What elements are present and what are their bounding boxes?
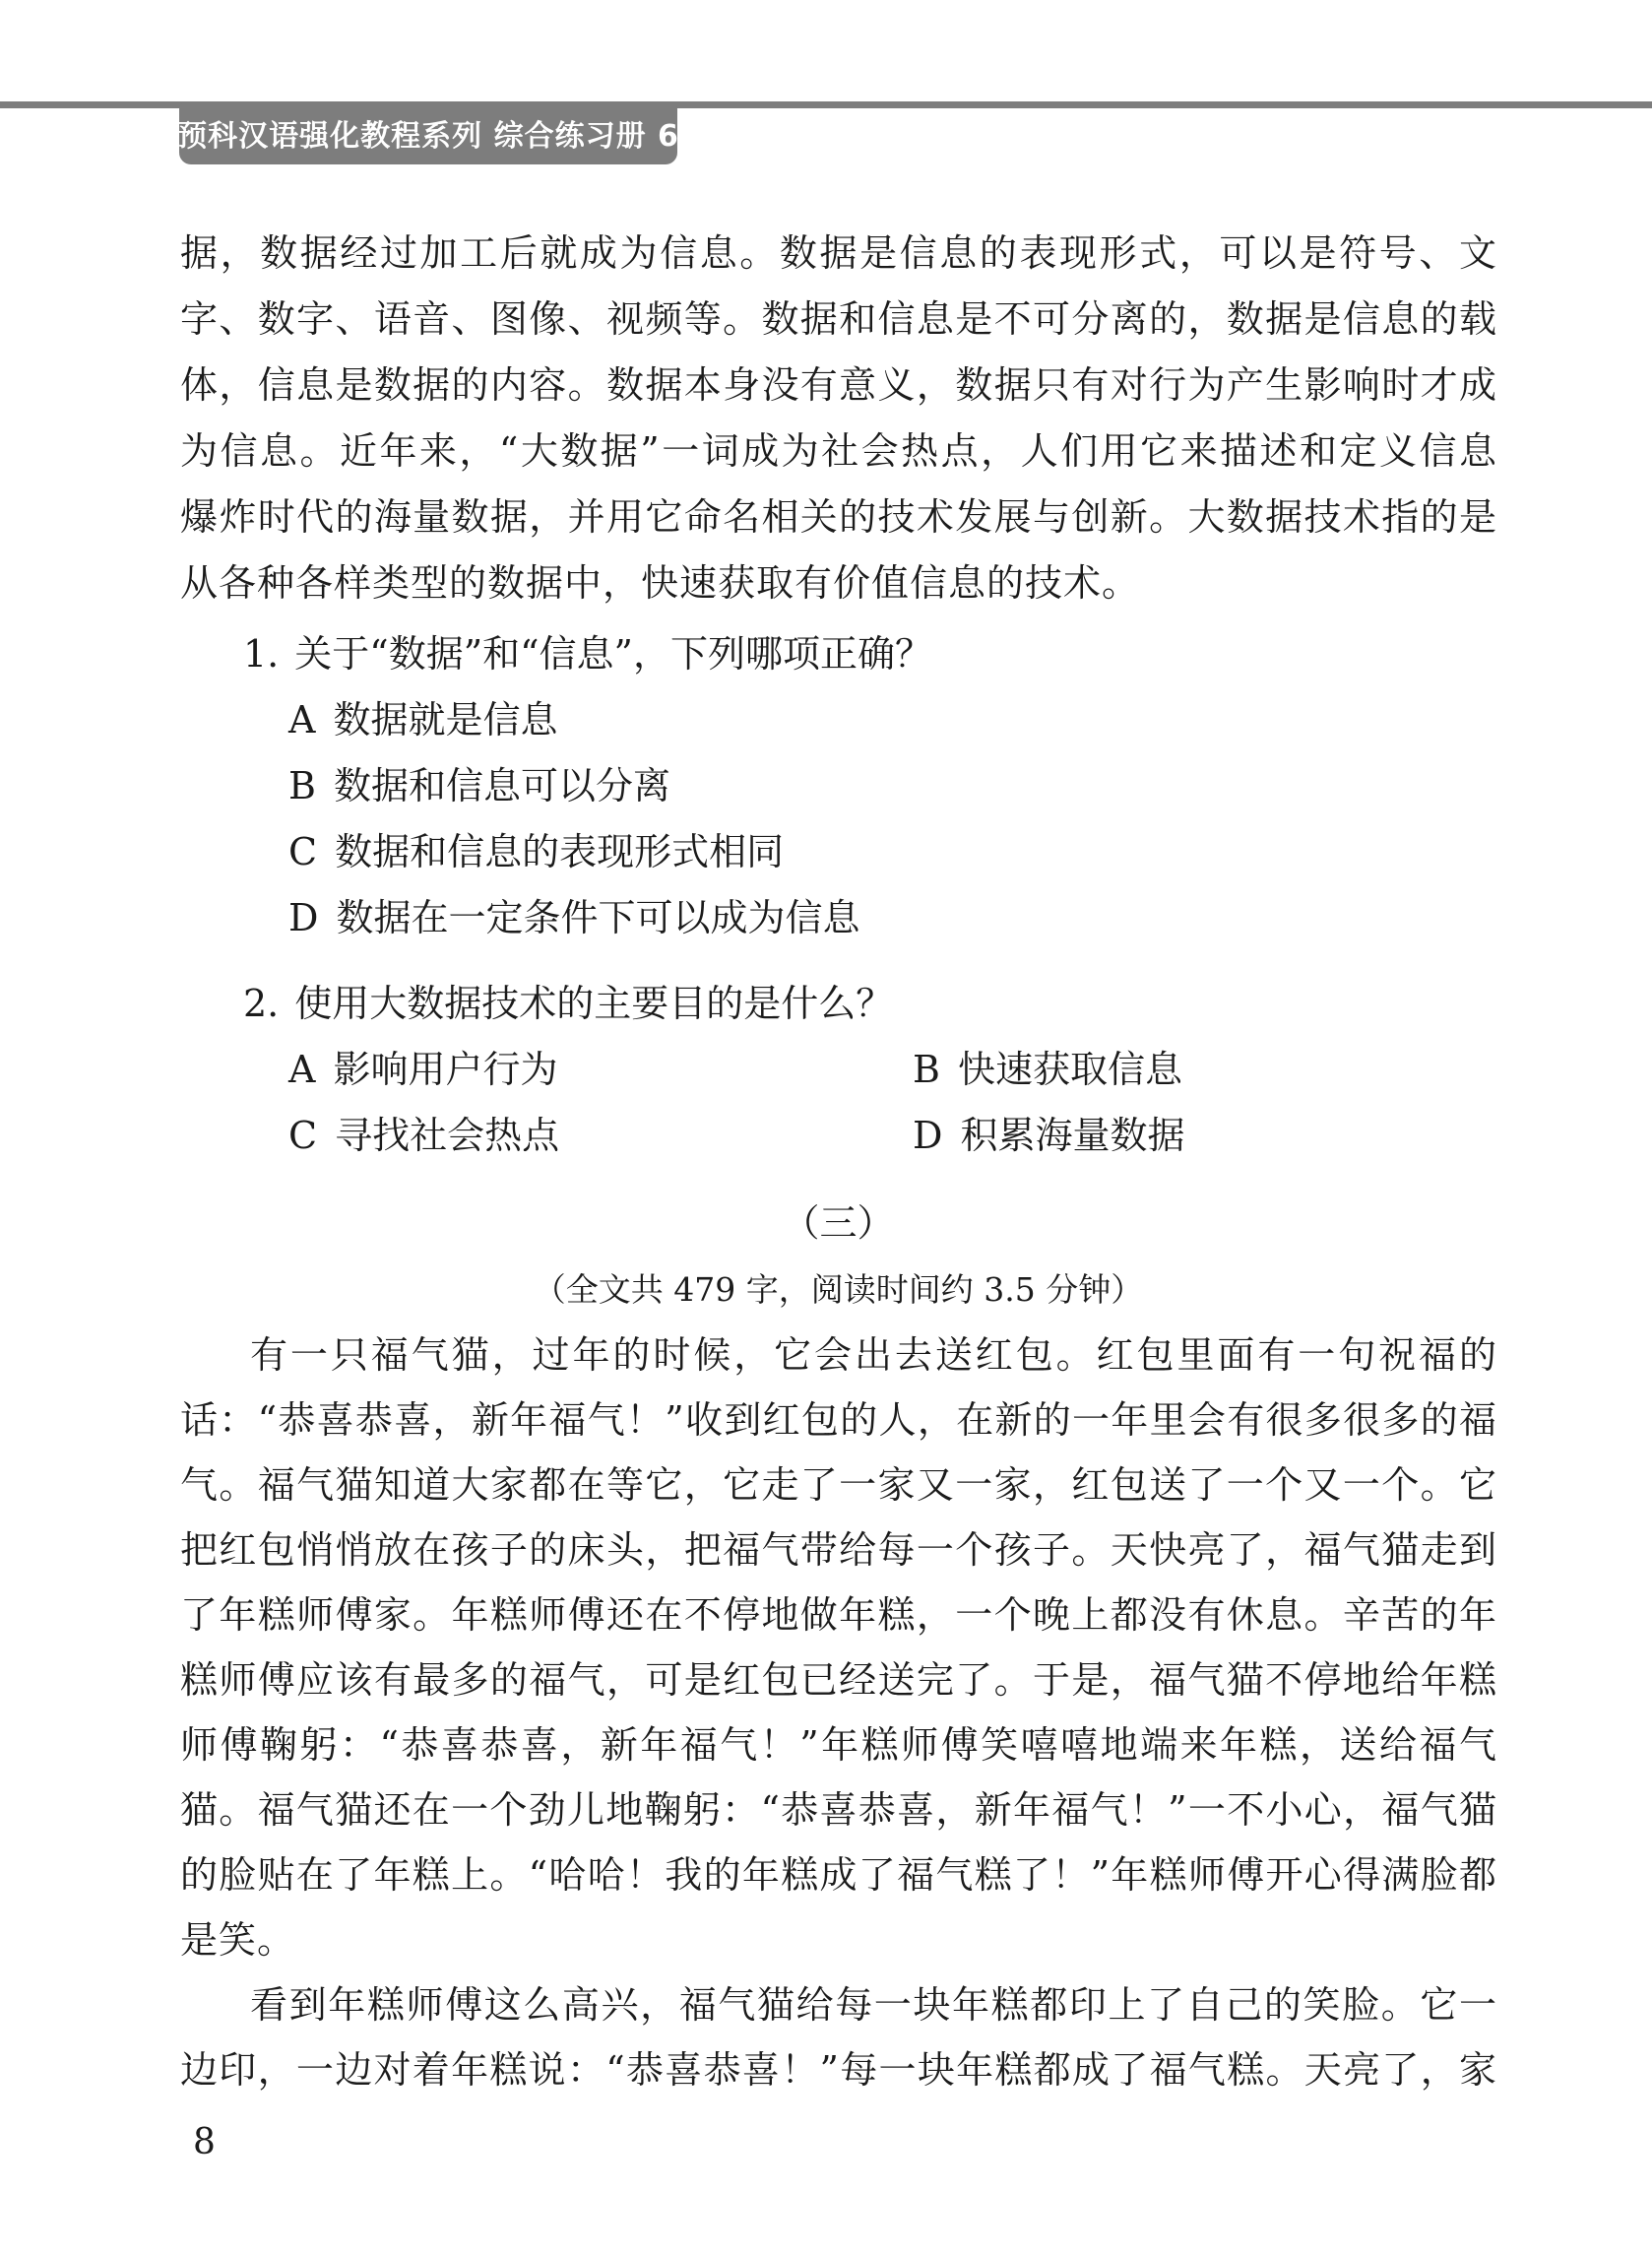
question-2-stem (180, 971, 1496, 1037)
option-text: 数据就是信息 (333, 698, 558, 742)
passage-line: 字、数字、语音、图像、视频等。数据和信息是不可分离的，数据是信息的载 (180, 297, 1496, 341)
question-1-stem (180, 621, 1496, 687)
question-1-text: 关于“数据”和“信息”，下列哪项正确？ (294, 632, 932, 676)
option-letter: C (288, 830, 318, 873)
option-text: 积累海量数据 (960, 1114, 1185, 1157)
option-letter: A (288, 1048, 316, 1091)
option-letter: D (288, 896, 319, 939)
passage-lucky-cat-paragraph-2 (180, 1972, 1496, 2102)
passage-line: 从各种各样类型的数据中，快速获取有价值信息的技术。 (180, 561, 1141, 605)
passage-lucky-cat (180, 1322, 1496, 1972)
passage-line: 爆炸时代的海量数据，并用它命名相关的技术发展与创新。大数据技术指的是 (180, 495, 1496, 539)
story-line: 的脸贴在了年糕上。“哈哈！我的年糕成了福气糕了！”年糕师傅开心得满脸都 (180, 1853, 1496, 1897)
story-line: 有一只福气猫，过年的时候，它会出去送红包。红包里面有一句祝福的 (250, 1333, 1496, 1377)
option-text: 数据和信息可以分离 (333, 764, 670, 807)
option-letter: B (913, 1048, 940, 1091)
question-2-options-row-2 (180, 1103, 1496, 1169)
story-line: 猫。福气猫还在一个劲儿地鞠躬：“恭喜恭喜，新年福气！”一不小心，福气猫 (180, 1788, 1496, 1832)
passage-line: 据，数据经过加工后就成为信息。数据是信息的表现形式，可以是符号、文 (180, 231, 1496, 275)
option-text: 寻找社会热点 (335, 1114, 560, 1157)
section-3-heading: （三） (782, 1201, 895, 1245)
story-line: 是笑。 (180, 1918, 296, 1962)
option-letter: C (288, 1114, 318, 1157)
question-2-option-b (913, 1037, 1182, 1103)
passage-data-information (180, 221, 1496, 616)
question-2-text: 使用大数据技术的主要目的是什么？ (294, 982, 894, 1025)
series-badge (179, 101, 677, 164)
option-text: 数据在一定条件下可以成为信息 (336, 896, 860, 939)
story-line: 气。福气猫知道大家都在等它，它走了一家又一家，红包送了一个又一个。它 (180, 1463, 1496, 1507)
option-letter: D (913, 1114, 943, 1157)
story-line: 师傅鞠躬：“恭喜恭喜，新年福气！”年糕师傅笑嘻嘻地端来年糕，送给福气 (180, 1723, 1496, 1767)
story-line: 边印，一边对着年糕说：“恭喜恭喜！”每一块年糕都成了福气糕。天亮了，家 (180, 2048, 1496, 2092)
series-title: 预科汉语强化教程系列 综合练习册 6 (177, 119, 679, 154)
question-2-options-row-1 (180, 1037, 1496, 1103)
story-line: 把红包悄悄放在孩子的床头，把福气带给每一个孩子。天快亮了，福气猫走到 (180, 1528, 1496, 1572)
page-number: 8 (193, 2122, 216, 2162)
question-1 (180, 621, 1496, 951)
passage-line: 为信息。近年来，“大数据”一词成为社会热点，人们用它来描述和定义信息 (180, 429, 1496, 473)
story-line: 话：“恭喜恭喜，新年福气！”收到红包的人，在新的一年里会有很多很多的福 (180, 1398, 1496, 1442)
passage-line: 体，信息是数据的内容。数据本身没有意义，数据只有对行为产生影响时才成 (180, 363, 1496, 407)
story-line: 糕师傅应该有最多的福气，可是红包已经送完了。于是，福气猫不停地给年糕 (180, 1658, 1496, 1702)
question-1-number: 1. (243, 632, 280, 676)
question-1-option-a (180, 687, 1496, 753)
section-3-subtitle: （全文共 479 字，阅读时间约 3.5 分钟） (533, 1270, 1144, 1309)
story-line: 了年糕师傅家。年糕师傅还在不停地做年糕，一个晚上都没有休息。辛苦的年 (180, 1593, 1496, 1637)
question-2 (180, 971, 1496, 1169)
option-letter: A (288, 698, 316, 742)
option-text: 数据和信息的表现形式相同 (335, 830, 785, 873)
question-2-option-c (288, 1103, 559, 1169)
question-1-option-d (180, 885, 1496, 951)
question-1-option-c (180, 819, 1496, 885)
question-1-option-b (180, 753, 1496, 819)
story-line: 看到年糕师傅这么高兴，福气猫给每一块年糕都印上了自己的笑脸。它一 (250, 1983, 1496, 2027)
option-letter: B (288, 764, 316, 807)
option-text: 快速获取信息 (957, 1048, 1182, 1091)
page-content (180, 221, 1496, 2102)
option-text: 影响用户行为 (333, 1048, 558, 1091)
question-2-option-a (288, 1037, 557, 1103)
question-2-number: 2. (243, 982, 280, 1025)
question-2-option-d (913, 1103, 1184, 1169)
